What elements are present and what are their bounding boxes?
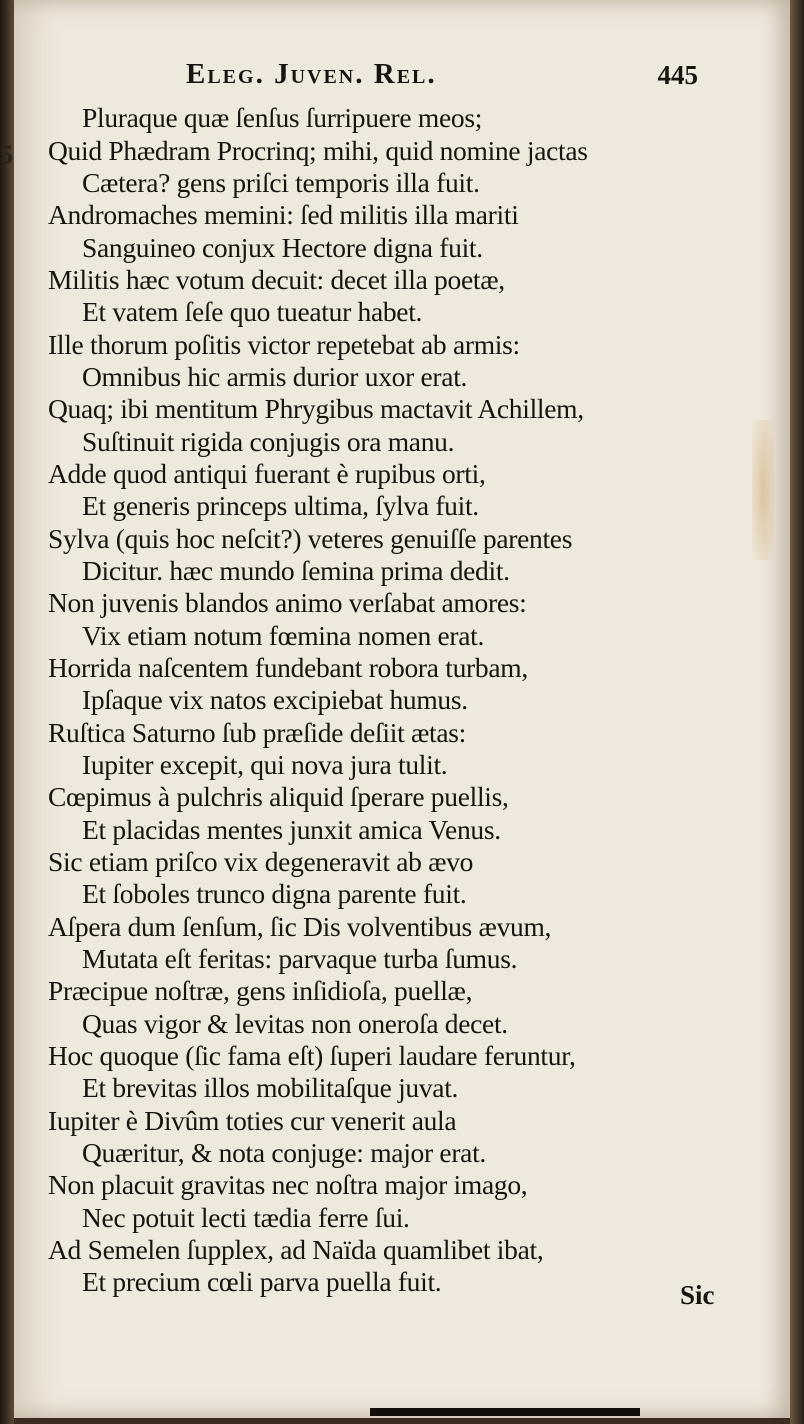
- verse-line: Et brevitas illos mobilitaſque juvat.: [82, 1072, 459, 1103]
- verse-line: Quæritur, & nota conjuge: major erat.: [82, 1137, 487, 1168]
- verse-line: Et placidas mentes junxit amica Venus.: [82, 814, 501, 845]
- verse-line: Aſpera dum ſenſum, ſic Dis volventibus ævum,: [48, 911, 552, 942]
- page-number: 445: [657, 60, 698, 90]
- margin-mark: 5: [0, 140, 13, 169]
- page-edge: [790, 0, 804, 1424]
- verse-line: Quaq; ibi mentitum Phrygibus mactavit Achillem,: [48, 393, 584, 424]
- verse-line: Et generis princeps ultima, ſylva fuit.: [82, 490, 479, 521]
- verse-line: Andromaches memini: ſed militis illa mariti: [48, 199, 519, 230]
- verse-line: Et ſoboles trunco digna parente fuit.: [82, 878, 467, 909]
- verse-line: Adde quod antiqui fuerant è rupibus orti,: [48, 458, 486, 489]
- verse-line: Sylva (quis hoc neſcit?) veteres genuiſſe parentes: [48, 523, 573, 554]
- ink-smudge: [370, 1408, 640, 1416]
- verse-line: Et vatem ſeſe quo tueatur habet.: [82, 296, 423, 327]
- verse-line: Horrida naſcentem fundebant robora turbam,: [48, 652, 528, 683]
- verse-line: Mutata eſt feritas: parvaque turba ſumus.: [82, 943, 518, 974]
- verse-line: Suſtinuit rigida conjugis ora manu.: [82, 426, 455, 457]
- verse-line: Iupiter excepit, qui nova jura tulit.: [82, 749, 448, 780]
- verse-line: Omnibus hic armis durior uxor erat.: [82, 361, 468, 392]
- verse-line: Cœpimus à pulchris aliquid ſperare puellis,: [48, 781, 509, 812]
- paper-stain: [752, 420, 774, 560]
- page-bottom-edge: [14, 1418, 790, 1424]
- verse-line: Pluraque quæ ſenſus ſurripuere meos;: [82, 102, 483, 133]
- verse-line: Sanguineo conjux Hectore digna fuit.: [82, 232, 483, 263]
- verse-line: Ruſtica Saturno ſub præſide deſiit ætas:: [48, 717, 467, 748]
- page-header: [186, 58, 706, 98]
- verse-line: Non placuit gravitas nec noſtra major imago,: [48, 1169, 528, 1200]
- verse-line: Non juvenis blandos animo verſabat amores:: [48, 587, 527, 618]
- book-gutter: [0, 0, 14, 1424]
- verse-line: Præcipue noſtræ, gens inſidioſa, puellæ,: [48, 975, 473, 1006]
- verse-line: Vix etiam notum fœmina nomen erat.: [82, 620, 485, 651]
- verse-line: Ad Semelen ſupplex, ad Naïda quamlibet ibat,: [48, 1234, 544, 1265]
- verse-line: Ille thorum poſitis victor repetebat ab armis:: [48, 329, 520, 360]
- verse-line: Iupiter è Divûm toties cur venerit aula: [48, 1105, 457, 1136]
- catchword: Sic: [680, 1280, 715, 1310]
- verse-line: Nec potuit lecti tædia ferre ſui.: [82, 1202, 410, 1233]
- verse-line: Cætera? gens priſci temporis illa fuit.: [82, 167, 480, 198]
- verse-line: Hoc quoque (ſic fama eſt) ſuperi laudare feruntur,: [48, 1040, 576, 1071]
- verse-line: Quid Phædram Procrinq; mihi, quid nomine jactas: [48, 135, 588, 166]
- verse-line: Militis hæc votum decuit: decet illa poetæ,: [48, 264, 505, 295]
- verse-line: Ipſaque vix natos excipiebat humus.: [82, 684, 468, 715]
- verse-line: Quas vigor & levitas non oneroſa decet.: [82, 1008, 508, 1039]
- verse-line: Et precium cœli parva puella fuit.: [82, 1266, 442, 1297]
- verse-line: Dicitur. hæc mundo ſemina prima dedit.: [82, 555, 510, 586]
- verse-line: Sic etiam priſco vix degeneravit ab ævo: [48, 846, 474, 877]
- running-head: Eleg. Juven. Rel.: [186, 58, 437, 90]
